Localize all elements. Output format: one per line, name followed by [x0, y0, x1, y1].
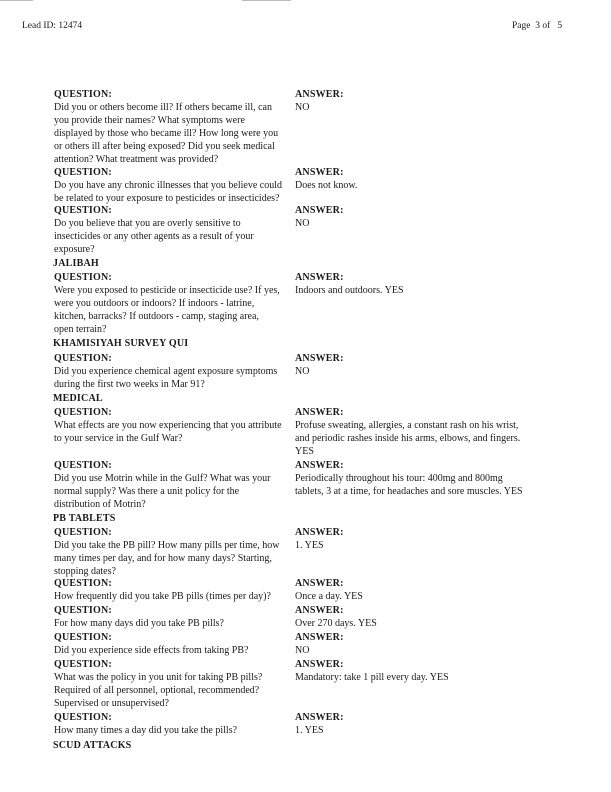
answer-block — [295, 167, 575, 192]
question-text: Did you use Motrin while in the Gulf? What was your normal supply? Was there a unit policy for the distribution of Motrin? — [54, 473, 271, 510]
answer-text: Over 270 days. YES — [295, 618, 377, 629]
question-label: QUESTION: — [54, 527, 112, 538]
answer-label: ANSWER: — [295, 167, 344, 178]
question-label: QUESTION: — [54, 272, 112, 283]
question-text: What effects are you now experiencing that you attribute to your service in the Gulf War? — [54, 420, 282, 444]
question-block — [54, 712, 294, 737]
answer-label: ANSWER: — [295, 407, 344, 418]
question-block — [54, 353, 294, 391]
question-label: QUESTION: — [54, 659, 112, 670]
question-text: For how many days did you take PB pills? — [54, 618, 224, 629]
section-heading-scud-attacks: SCUD ATTACKS — [53, 740, 132, 751]
answer-text: NO — [295, 645, 310, 656]
question-text: Do you have any chronic illnesses that you believe could be related to your exposure to pesticides or insecticides? — [54, 180, 282, 204]
answer-text: Does not know. — [295, 180, 358, 191]
question-label: QUESTION: — [54, 353, 112, 364]
question-block — [54, 460, 294, 511]
question-label: QUESTION: — [54, 605, 112, 616]
answer-text: Profuse sweating, allergies, a constant rash on his wrist, and periodic rashes inside his arms, elbows, and fingers. YES — [295, 420, 521, 457]
section-heading-medical: MEDICAL — [53, 393, 103, 404]
answer-label: ANSWER: — [295, 527, 344, 538]
answer-block — [295, 712, 575, 737]
question-block — [54, 89, 294, 166]
question-block — [54, 632, 294, 657]
question-label: QUESTION: — [54, 205, 112, 216]
answer-label: ANSWER: — [295, 659, 344, 670]
question-text: Do you believe that you are overly sensitive to insecticides or any other agents as a result of your exposure? — [54, 218, 254, 255]
answer-text: Indoors and outdoors. YES — [295, 285, 404, 296]
answer-block — [295, 89, 575, 114]
question-label: QUESTION: — [54, 460, 112, 471]
answer-label: ANSWER: — [295, 460, 344, 471]
answer-text: NO — [295, 218, 310, 229]
question-text: What was the policy in you unit for taking PB pills? Required of all personnel, optional, recommended? Supervised or unsupervised? — [54, 672, 263, 709]
question-block — [54, 659, 294, 710]
answer-text: Periodically throughout his tour: 400mg and 800mg tablets, 3 at a time, for headaches and sore muscles. YES — [295, 473, 523, 497]
question-block — [54, 527, 294, 578]
question-text: Did you experience chemical agent exposure symptoms during the first two weeks in Mar 91? — [54, 366, 278, 390]
answer-label: ANSWER: — [295, 272, 344, 283]
answer-block — [295, 272, 575, 297]
scan-artifact — [242, 0, 291, 1]
answer-block — [295, 605, 575, 630]
answer-block — [295, 578, 575, 603]
page-number: Page 3 of 5 — [512, 21, 563, 31]
question-text: Did you or others become ill? If others became ill, can you provide their names? What symptoms were displayed by those who became ill? How long were you or others ill after being exposed? Did you seek medical attention? What treatment was provided? — [54, 102, 279, 165]
scan-artifact — [0, 0, 33, 1]
answer-block — [295, 460, 585, 498]
answer-block — [295, 353, 575, 378]
answer-label: ANSWER: — [295, 205, 344, 216]
question-text: How frequently did you take PB pills (times per day)? — [54, 591, 271, 602]
section-heading-pb-tablets: PB TABLETS — [53, 513, 116, 524]
answer-block — [295, 632, 575, 657]
question-text: Were you exposed to pesticide or insecticide use? If yes, were you outdoors or indoors? If indoors - latrine, kitchen, barracks? If outdoors - camp, staging area, open terrain? — [54, 285, 280, 335]
lead-id: Lead ID: 12474 — [22, 21, 83, 31]
answer-label: ANSWER: — [295, 353, 344, 364]
question-block — [54, 578, 294, 603]
question-label: QUESTION: — [54, 89, 112, 100]
answer-text: Mandatory: take 1 pill every day. YES — [295, 672, 449, 683]
answer-block — [295, 407, 585, 458]
answer-label: ANSWER: — [295, 578, 344, 589]
section-heading-jalibah: JALIBAH — [53, 258, 99, 269]
answer-label: ANSWER: — [295, 89, 344, 100]
question-text: How many times a day did you take the pills? — [54, 725, 238, 736]
answer-label: ANSWER: — [295, 605, 344, 616]
question-block — [54, 205, 294, 256]
question-label: QUESTION: — [54, 407, 112, 418]
answer-block — [295, 205, 575, 230]
question-block — [54, 167, 294, 205]
answer-text: Once a day. YES — [295, 591, 363, 602]
answer-block — [295, 659, 575, 684]
question-block — [54, 407, 294, 445]
answer-label: ANSWER: — [295, 712, 344, 723]
question-block — [54, 272, 294, 336]
answer-text: NO — [295, 366, 310, 377]
answer-text: 1. YES — [295, 540, 324, 551]
question-label: QUESTION: — [54, 632, 112, 643]
answer-label: ANSWER: — [295, 632, 344, 643]
question-label: QUESTION: — [54, 578, 112, 589]
question-label: QUESTION: — [54, 167, 112, 178]
question-text: Did you experience side effects from taking PB? — [54, 645, 249, 656]
question-block — [54, 605, 294, 630]
answer-block — [295, 527, 575, 552]
question-text: Did you take the PB pill? How many pills per time, how many times per day, and for how many days? Starting, stopping dates? — [54, 540, 280, 577]
answer-text: NO — [295, 102, 310, 113]
answer-text: 1. YES — [295, 725, 324, 736]
question-label: QUESTION: — [54, 712, 112, 723]
section-heading-khamisiyah: KHAMISIYAH SURVEY QUI — [53, 338, 189, 349]
